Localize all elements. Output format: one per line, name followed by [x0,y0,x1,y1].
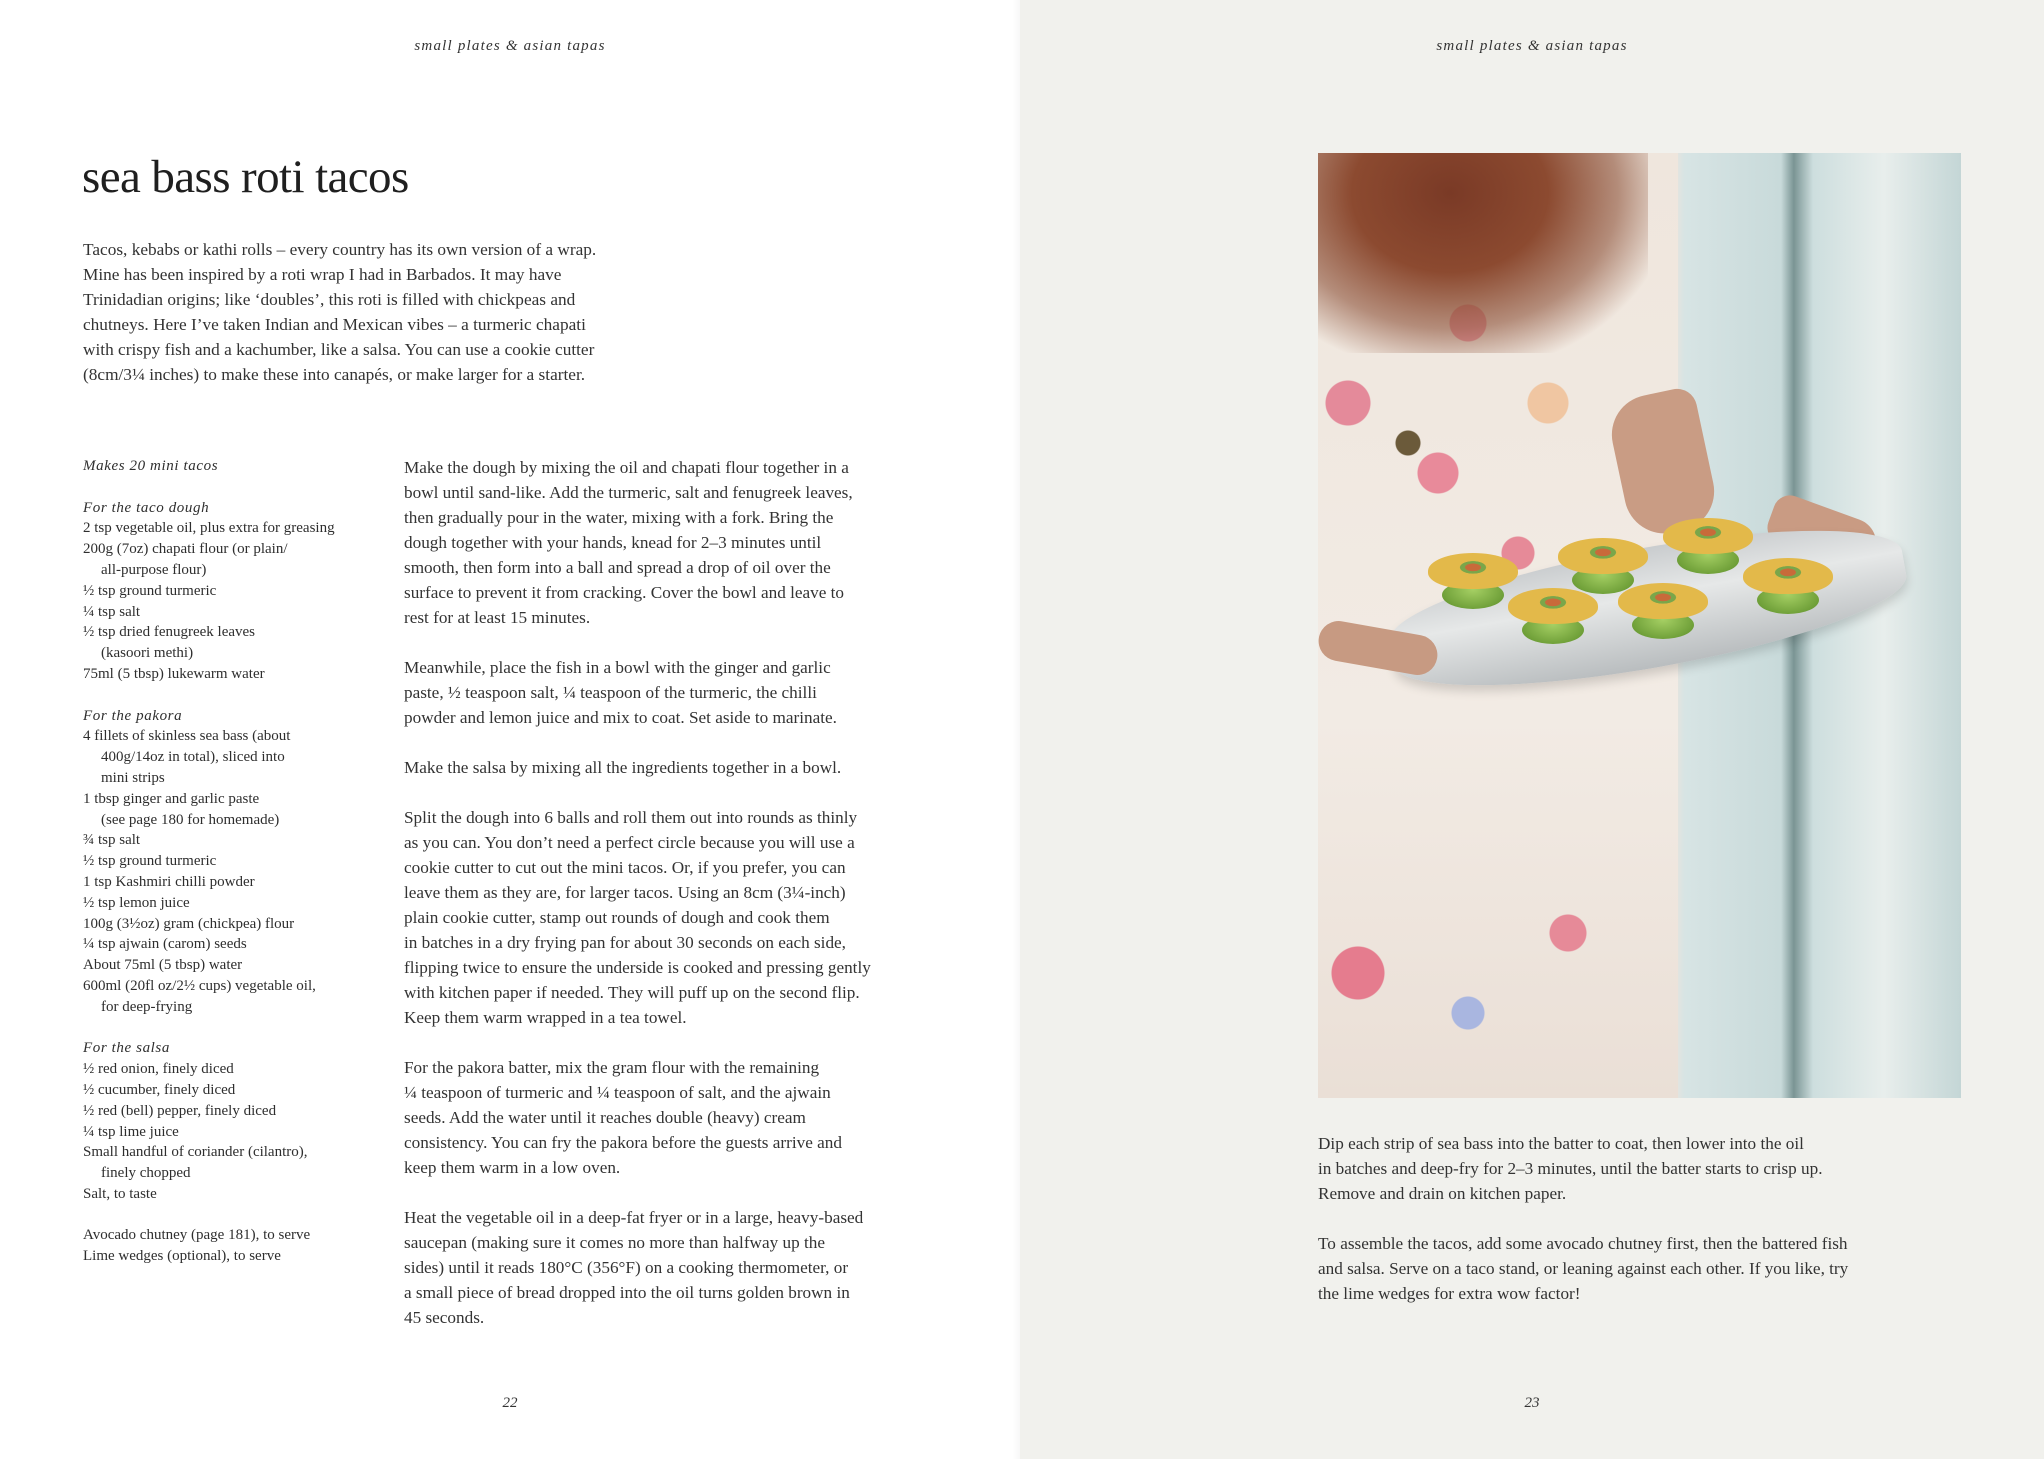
yield: Makes 20 mini tacos [83,458,219,474]
intro-line: Trinidadian origins; like ‘doubles’, this roti is filled with chickpeas and [83,290,576,309]
ingredient-item: Salt, to taste [83,1185,157,1202]
ingredients-column [83,456,383,1288]
ingredient-item: 100g (3½oz) gram (chickpea) flour [83,915,295,932]
ingredient-item: 4 fillets of skinless sea bass (about 400g/14oz in total), sliced into mini strips [83,728,291,786]
intro-line: Tacos, kebabs or kathi rolls – every country has its own version of a wrap. [83,240,597,259]
ingredient-item: 2 tsp vegetable oil, plus extra for greasing [83,520,335,537]
intro-line: (8cm/3¼ inches) to make these into canapés, or make larger for a starter. [83,365,586,384]
method-continued [1318,1131,1978,1331]
method-step: To assemble the tacos, add some avocado chutney first, then the battered fish and salsa. Serve on a taco stand, or leaning against each other. If you like, try the lime wedges for extra wow factor! [1318,1234,1849,1303]
ingredient-group-taco-dough [83,498,383,685]
running-head: small plates & asian tapas [414,38,606,54]
ingredient-item: ¼ tsp salt [83,603,141,620]
ingredient-item: 1 tsp Kashmiri chilli powder [83,873,255,890]
method-step: Dip each strip of sea bass into the batter to coat, then lower into the oil in batches and deep-fry for 2–3 minutes, until the batter starts to crisp up. Remove and drain on kitchen paper. [1318,1134,1823,1203]
taco [1618,583,1708,633]
method-step: Meanwhile, place the fish in a bowl with the ginger and garlic paste, ½ teaspoon salt, ¼ teaspoon of the turmeric, the chilli powder and lemon juice and mix to coat. Set aside to marinate. [404,658,837,727]
ingredient-item: ½ tsp dried fenugreek leaves (kasoori methi) [83,624,256,662]
ingredient-item: ½ tsp ground turmeric [83,582,217,599]
ingredient-item: Small handful of coriander (cilantro), finely chopped [83,1144,308,1182]
taco [1428,553,1518,603]
left-page [0,0,1020,1459]
serving-item: Avocado chutney (page 181), to serve [83,1227,311,1244]
serving-item: Lime wedges (optional), to serve [83,1248,281,1265]
recipe-title: sea bass roti tacos [82,151,409,203]
ingredient-item: ½ red onion, finely diced [83,1061,234,1078]
serving-items [83,1225,383,1267]
taco [1508,588,1598,638]
page-number: 23 [1524,1395,1540,1411]
taco [1663,518,1753,568]
ingredient-item: ½ tsp lemon juice [83,894,190,911]
ingredient-item: 200g (7oz) chapati flour (or plain/ all-purpose flour) [83,541,288,578]
intro-line: Mine has been inspired by a roti wrap I had in Barbados. It may have [83,265,562,284]
ingredient-item: ¼ tsp ajwain (carom) seeds [83,936,247,953]
ingredient-item: ½ cucumber, finely diced [83,1081,236,1098]
method-step: Heat the vegetable oil in a deep-fat fryer or in a large, heavy-based saucepan (making sure it comes no more than halfway up the sides) until it reads 180°C (356°F) on a cooking thermometer, or a small piece of bread dropped into the oil turns golden brown in 45 seconds. [404,1208,864,1327]
ingredient-item: About 75ml (5 tbsp) water [83,957,243,974]
method-column [404,455,974,1355]
ingredient-item: 600ml (20fl oz/2½ cups) vegetable oil, for deep-frying [83,977,316,1015]
right-page [1020,0,2044,1459]
method-step: Split the dough into 6 balls and roll them out into rounds as thinly as you can. You don’t need a perfect circle because you will use a cookie cutter to cut out the mini tacos. Or, if you prefer, you can leave them as they are, for larger tacos. Using an 8cm (3¼-inch) plain cookie cutter, stamp out rounds of dough and cook them in batches in a dry frying pan for about 30 seconds on each side, flipping twice to ensure the underside is cooked and pressing gently with kitchen paper if needed. They will puff up on the second flip. Keep them warm wrapped in a tea towel. [404,808,871,1027]
ingredient-item: 1 tbsp ginger and garlic paste (see page 180 for homemade) [83,790,280,828]
ingredient-group-heading: For the taco dough [83,499,210,516]
hair [1318,153,1648,353]
ingredient-group-pakora [83,706,383,1018]
intro-line: with crispy fish and a kachumber, like a salsa. You can use a cookie cutter [83,340,595,359]
running-head: small plates & asian tapas [1436,38,1628,54]
ingredient-group-heading: For the salsa [83,1040,170,1057]
ingredient-group-salsa [83,1038,383,1204]
ingredient-item: ¼ tsp lime juice [83,1123,179,1140]
page-number: 22 [502,1395,518,1411]
intro-line: chutneys. Here I’ve taken Indian and Mexican vibes – a turmeric chapati [83,315,586,334]
taco [1558,538,1648,588]
ingredient-item: ¾ tsp salt [83,832,141,849]
taco [1743,558,1833,608]
ingredient-group-heading: For the pakora [83,707,183,724]
method-step: Make the dough by mixing the oil and chapati flour together in a bowl until sand-like. Add the turmeric, salt and fenugreek leaves, then gradually pour in the water, mixing with a fork. Bring the dough together with your hands, knead for 2–3 minutes until smooth, then form into a ball and spread a drop of oil over the surface to prevent it from cracking. Cover the bowl and leave to rest for at least 15 minutes. [404,458,853,627]
method-step: For the pakora batter, mix the gram flour with the remaining ¼ teaspoon of turmeric and ¼ teaspoon of salt, and the ajwain seeds. Add the water until it reaches double (heavy) cream consistency. You can fry the pakora before the guests arrive and keep them warm in a low oven. [404,1058,842,1177]
ingredient-item: 75ml (5 tbsp) lukewarm water [83,665,265,682]
method-step: Make the salsa by mixing all the ingredients together in a bowl. [404,758,842,777]
intro-paragraph [83,237,683,387]
ingredient-item: ½ red (bell) pepper, finely diced [83,1102,277,1119]
recipe-photo [1318,153,1961,1098]
ingredient-item: ½ tsp ground turmeric [83,853,217,870]
